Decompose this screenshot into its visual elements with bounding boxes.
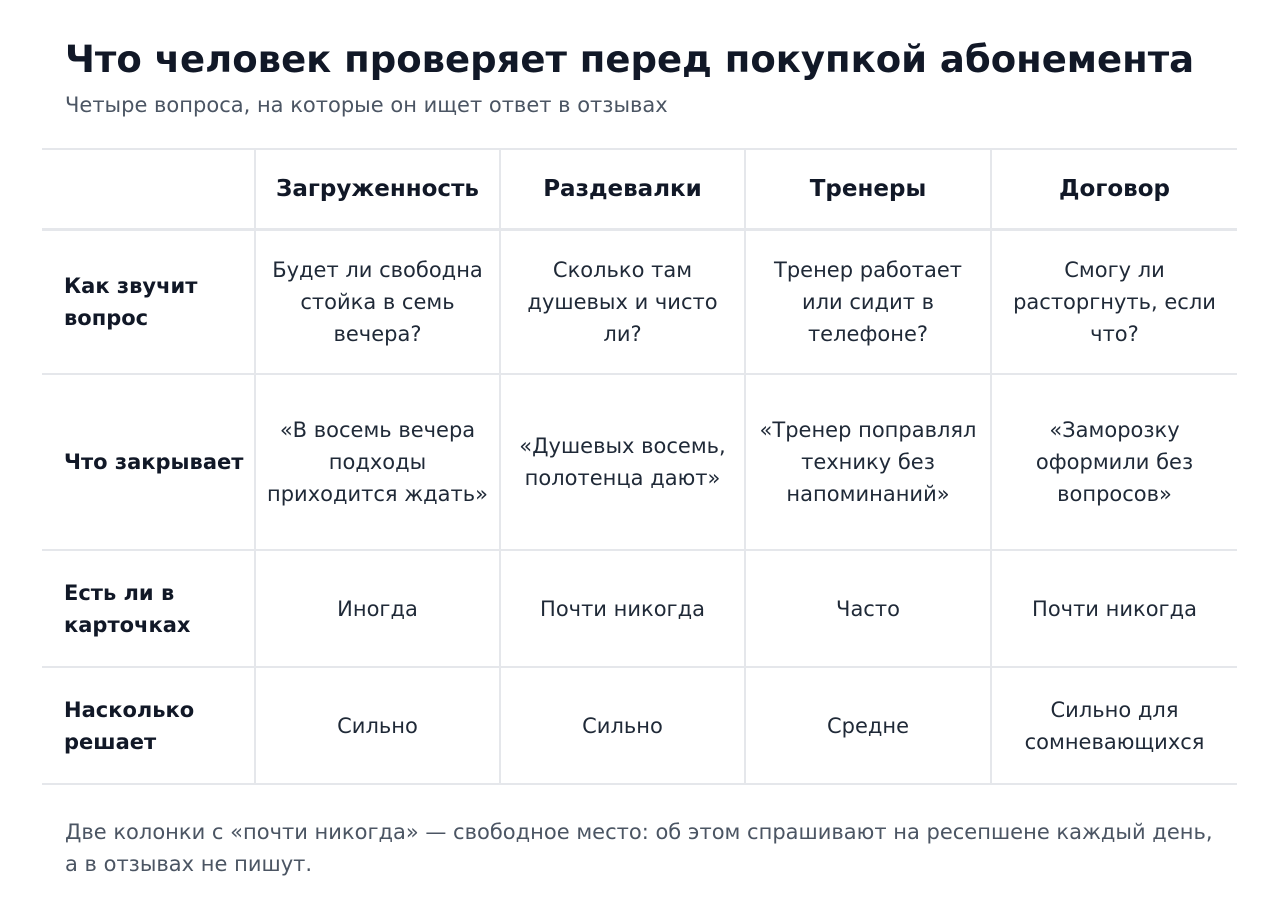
column-header-trainers: Тренеры [745,149,991,230]
table-cell: Сильно для сомневающихся [991,667,1237,784]
table-cell: Иногда [255,550,500,667]
row-header-in-cards: Есть ли в карточках [42,550,255,667]
row-header-question: Как звучит вопрос [42,230,255,375]
header-corner-cell [42,149,255,230]
table-row [42,667,1237,784]
table-cell: Смогу ли расторгнуть, если что? [991,230,1237,375]
column-header-contract: Договор [991,149,1237,230]
row-header-answer: Что закрывает [42,374,255,550]
page-title: Что человек проверяет перед покупкой абонемента [65,38,1195,81]
table-cell: «В восемь вечера подходы приходится ждать» [255,374,500,550]
table-cell: Тренер работает или сидит в телефоне? [745,230,991,375]
column-header-crowding: Загруженность [255,149,500,230]
comparison-table [42,148,1237,785]
table-cell: Почти никогда [991,550,1237,667]
footnote: Две колонки с «почти никогда» — свободное место: об этом спрашивают на ресепшене каждый день, а в отзывах не пишут. [65,820,1213,876]
table-cell: Часто [745,550,991,667]
table-cell: Почти никогда [500,550,745,667]
table-header-row [42,149,1237,230]
table-row [42,374,1237,550]
table-cell: Сильно [255,667,500,784]
column-header-locker-rooms: Раздевалки [500,149,745,230]
table-cell: «Душевых восемь, полотенца дают» [500,374,745,550]
table-row [42,550,1237,667]
table-cell: Средне [745,667,991,784]
row-header-importance: Насколько решает [42,667,255,784]
table-cell: Будет ли свободна стойка в семь вечера? [255,230,500,375]
page-subtitle: Четыре вопроса, на которые он ищет ответ в отзывах [65,93,668,117]
table-row [42,230,1237,375]
table-cell: Сколько там душевых и чисто ли? [500,230,745,375]
table-cell: «Тренер поправлял технику без напоминаний» [745,374,991,550]
table-cell: «Заморозку оформили без вопросов» [991,374,1237,550]
table-cell: Сильно [500,667,745,784]
